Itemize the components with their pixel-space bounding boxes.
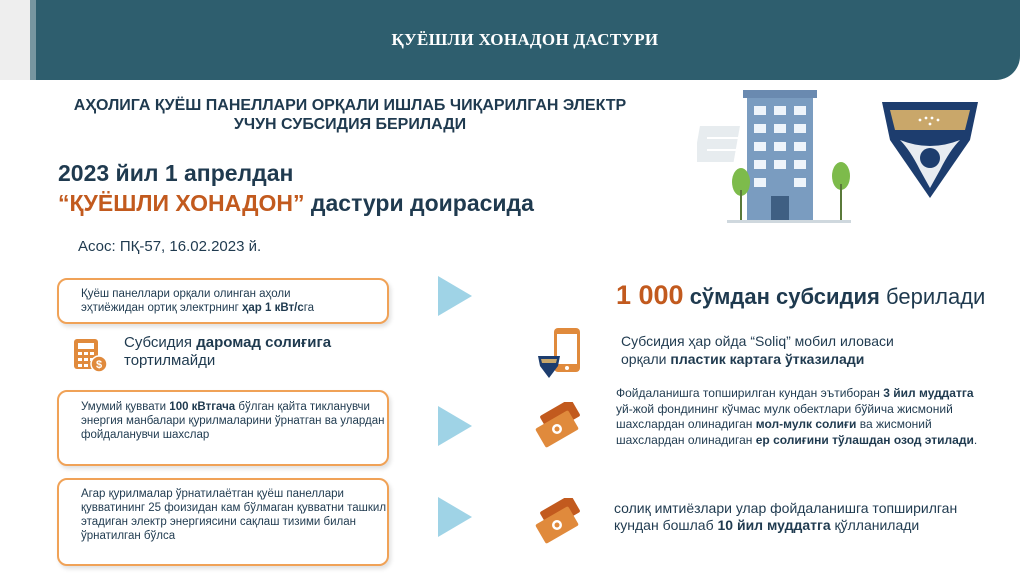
property-bold-2: мол-мулк солиғи (755, 417, 857, 431)
card-line-2 (621, 350, 894, 368)
card-line-1: Субсидия ҳар ойда “Soliq” мобил иловаси (621, 333, 894, 349)
headline-date: 2023 йил 1 апрелдан (58, 160, 294, 186)
land-text-2: қўлланилади (830, 517, 920, 533)
subtitle-line-2: УЧУН СУБСИДИЯ БЕРИЛАДИ (233, 116, 467, 133)
tax-benefit-duration (614, 500, 994, 534)
tax-line-2: тортилмайди (124, 352, 216, 369)
land-text-1: солиқ имтиёзлари улар фойдаланишга топширилган кундан бошлаб (614, 500, 958, 533)
property-bold-3: ер солиғини тўлашдан озод этилади (755, 432, 974, 447)
header-left-strip (0, 0, 32, 80)
box1-line-2 (81, 301, 387, 315)
land-bold: 10 йил муддатга (717, 517, 831, 533)
property-text-3: ва жисмоний шахслардан олинадиган (616, 417, 932, 447)
arrow-1 (438, 276, 472, 316)
property-bold-1: 3 йил муддатга (883, 386, 974, 400)
card-text: орқали (621, 351, 671, 367)
tax-line-1 (124, 334, 331, 352)
subtitle-line-1: АҲОЛИГА ҚУЁШ ПАНЕЛЛАРИ ОРҚАЛИ ИШЛАБ ЧИҚАРИЛГАН ЭЛЕКТР (73, 97, 627, 114)
card-transfer-note (621, 332, 894, 368)
svg-text:$: $ (95, 359, 103, 371)
arrow-2 (438, 406, 472, 446)
tax-exempt-note (124, 334, 331, 370)
box-surplus-electricity (57, 278, 389, 324)
property-text-4: . (973, 432, 978, 447)
page-title: ҚУЁШЛИ ХОНАДОН ДАСТУРИ (391, 30, 659, 49)
headline-program-rest: дастури доирасида (304, 190, 534, 216)
tax-text: Субсидия (124, 334, 197, 351)
arrow-3 (438, 497, 472, 537)
box2-text-1: Умумий қуввати (81, 401, 170, 413)
card-bold: пластик картага ўтказилади (670, 351, 865, 367)
eagle-emblem-icon (880, 100, 980, 200)
box-storage-system (57, 478, 389, 566)
phone-icon (536, 326, 584, 380)
box3-text: Агар қурилмалар ўрнатилаётган қуёш панеллари қувватининг 25 фоизидан кам бўлмаган қувватни ташкил этадиган электр энергиясини сақлаш тизими билан ўрнатилган бўлса (81, 488, 387, 542)
money-icon (532, 498, 584, 544)
property-tax-note (616, 386, 988, 448)
subtitle (40, 96, 660, 134)
box1-line-1: Қуёш панеллари орқали олинган аҳоли (81, 288, 291, 300)
box2-text-2: бўлган қайта тикланувчи энергия манбалари қурилмаларини ўрнатган ва улардан фойдаланувчи шахслар (81, 401, 385, 441)
subsidy-unit: сўмдан субсидия (683, 284, 880, 309)
box1-text: эҳтиёжидан ортиқ электрнинг (81, 302, 242, 314)
box1-suffix: га (303, 302, 315, 314)
subsidy-rest: берилади (879, 284, 986, 309)
box-capacity-100kw (57, 390, 389, 466)
headline (58, 158, 534, 218)
headline-program-name: “ҚУЁШЛИ ХОНАДОН” (58, 190, 305, 216)
money-icon (532, 402, 584, 448)
headline-program (58, 188, 534, 218)
box1-bold: ҳар 1 кВт/с (242, 302, 304, 314)
subsidy-amount: 1 000 (616, 280, 684, 310)
legal-basis: Асос: ПҚ-57, 16.02.2023 й. (78, 238, 262, 255)
box2-bold: 100 кВтгача (169, 401, 236, 413)
header-band (30, 0, 1020, 80)
building-icon (697, 86, 857, 236)
subsidy-amount-line (616, 280, 985, 311)
property-text-1: Фойдаланишга топширилган кундан эътиборан (616, 386, 884, 400)
calculator-icon (72, 337, 108, 373)
tax-bold: даромад солиғига (196, 334, 332, 351)
property-text-2: уй-жой фондининг кўчмас мулк обектлари бўйича жисмоний шахслардан олинадиган (616, 401, 953, 431)
